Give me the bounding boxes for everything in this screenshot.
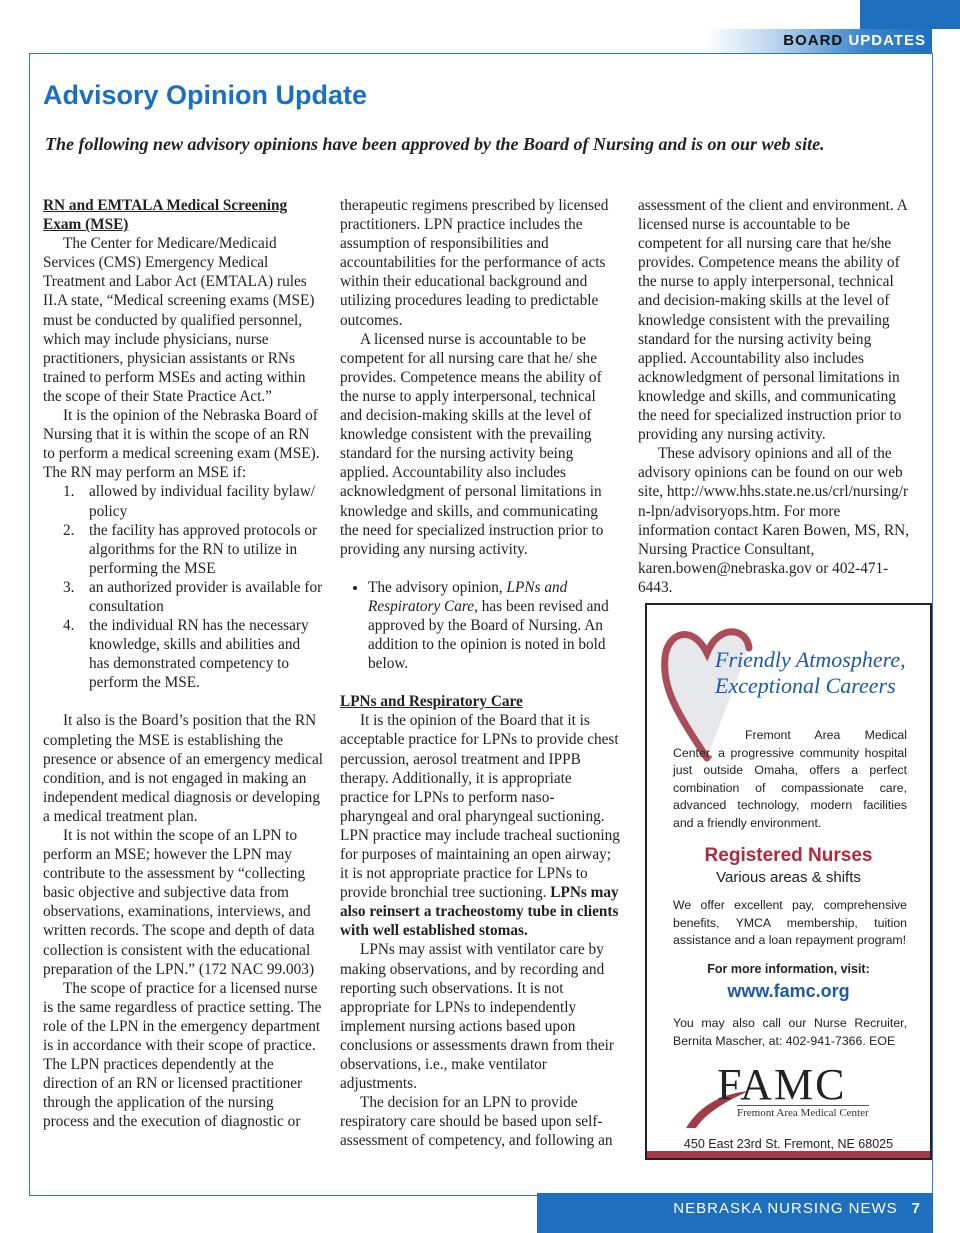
ad-areas: Various areas & shifts xyxy=(716,869,861,886)
paragraph: It is the opinion of the Nebraska Board of Nursing that it is within the scope of an RN to perform a medical screening exam (MSE). The RN may perform an MSE if: xyxy=(43,407,320,482)
famc-logo: FAMC xyxy=(717,1060,847,1109)
article-heading: RN and EMTALA Medical Screening Exam (MSE) xyxy=(43,197,288,234)
ad-tagline xyxy=(715,647,906,699)
list-text: allowed by individual facility bylaw/ policy xyxy=(89,483,316,520)
tagline-line: Friendly Atmosphere, xyxy=(715,647,906,672)
list-text: an authorized provider is available for consultation xyxy=(89,578,323,615)
section-banner xyxy=(705,29,932,53)
paragraph-text: It is the opinion of the Board that it is acceptable practice for LPNs to provide chest percussion, aerosol treatment and IPPB therapy. Additionally, it is appropriate practice for LPNs to perform naso-pharyngeal and oral pharyngeal suctioning. LPN practice may include tracheal suctioning for purposes of maintaining an open airway; it is not appropriate practice for LPNs to provide bronchial tree suctioning. xyxy=(340,712,620,902)
page-footer xyxy=(537,1193,933,1233)
ad-website-link[interactable]: www.famc.org xyxy=(727,981,850,1001)
page-number: 7 xyxy=(911,1200,921,1217)
famc-logo-subtitle: Fremont Area Medical Center xyxy=(737,1107,869,1119)
list-item xyxy=(63,482,323,520)
paragraph: A licensed nurse is accountable to be competent for all nursing care that he/ she provides. Competence means the ability of the nurse to apply interpersonal, technical and decision-making skills at the level of knowledge consistent with the prevailing standard for the nursing activity being applied. Accountability also includes acknowledgment of personal limitations in knowledge and skills, and communicating the need for specialized instruction prior to providing any nursing activity. xyxy=(340,330,604,558)
note-text: , has been revised and approved by the Board of Nursing. An addition to the opinion is noted in bold below. xyxy=(368,597,609,673)
list-item xyxy=(63,616,323,692)
list-item xyxy=(63,578,323,616)
note-text: The advisory opinion, xyxy=(368,578,507,596)
criteria-list xyxy=(63,482,323,692)
opinion-title: LPNs and Respiratory Care xyxy=(368,578,568,615)
ad-offer: We offer excellent pay, comprehensive benefits, YMCA membership, tuition assistance and a loan repayment program! xyxy=(673,898,907,948)
section-label: BOARD xyxy=(783,32,844,49)
paragraph: The scope of practice for a licensed nurse is the same regardless of practice setting. The role of the LPN in the emergency department is in accordance with their scope of practice. The LPN practices dependently at the direction of an RN or licensed practitioner through the application of the nursing process and the execution of diagnostic or xyxy=(43,979,322,1131)
paragraph: assessment of the client and environment. A licensed nurse is accountable to be competent for all nursing care that he/she provides. Competence means the ability of the nurse to apply interpersonal, technical and decision-making skills at the level of knowledge consistent with the prevailing standard for the nursing activity being applied. Accountability also includes acknowledgment of personal limitations in knowledge and skills, and communicating the need for specialized instruction prior to providing any nursing activity. xyxy=(638,197,907,444)
header-color-block xyxy=(860,0,960,29)
paragraph-text: These advisory opinions and all of the advisory opinions can be found on our web site, xyxy=(638,445,903,501)
tagline-line: Exceptional Careers xyxy=(715,673,896,698)
paragraph: The decision for an LPN to provide respiratory care should be based upon self-assessment of competency, and following an xyxy=(340,1094,613,1150)
list-item xyxy=(368,578,620,673)
publication-name: NEBRASKA NURSING NEWS xyxy=(673,1200,898,1217)
ad-address: 450 East 23rd St. Fremont, NE 68025 xyxy=(683,1137,894,1151)
list-number: 2. xyxy=(63,521,75,539)
added-text: LPNs may also reinsert a tracheostomy tube in clients with well established stomas. xyxy=(340,884,619,940)
list-item xyxy=(63,521,323,578)
advisory-opinions-link[interactable]: http://www.hhs.state.ne.us/crl/nursing/rn-lpn/advisoryops.htm xyxy=(638,483,909,520)
list-number: 4. xyxy=(63,617,75,635)
ad-contact: You may also call our Nurse Recruiter, Bernita Mascher, at: 402-941-7366. EOE xyxy=(673,1016,907,1048)
paragraph xyxy=(340,711,620,940)
paragraph: therapeutic regimens prescribed by licensed practitioners. LPN practice includes the assumption of responsibilities and accountabilities for the performance of acts within their educational background and utilizing procedures leading to predictable outcomes. xyxy=(340,197,609,329)
ad-role: Registered Nurses xyxy=(704,845,873,866)
list-number: 1. xyxy=(63,483,75,501)
paragraph xyxy=(638,444,914,597)
paragraph-text: . For more information contact Karen Bowen, MS, RN, Nursing Practice Consultant, karen.bowen@nebraska.gov or 402-471-6443. xyxy=(638,502,910,596)
page-subtitle: The following new advisory opinions have been approved by the Board of Nursing and is on our web site. xyxy=(45,134,825,154)
page-title: Advisory Opinion Update xyxy=(43,80,368,110)
article-heading: LPNs and Respiratory Care xyxy=(340,693,523,711)
paragraph: LPNs may assist with ventilator care by making observations, and by recording and reporting such observations. It is not appropriate for LPNs to independently implement nursing actions based upon conclusions or assessments drawn from their observations, i.e., make ventilator adjustments. xyxy=(340,941,615,1093)
section-label-accent: UPDATES xyxy=(848,32,926,49)
ad-intro: Fremont Area Medical Center, a progressive community hospital just outside Omaha, offers a perfect combination of compassionate care, advanced technology, modern facilities and a friendly environment. xyxy=(673,728,907,830)
column-2 xyxy=(340,196,620,1151)
revision-note xyxy=(368,578,620,673)
column-3 xyxy=(638,196,914,597)
paragraph: The Center for Medicare/Medicaid Services (CMS) Emergency Medical Treatment and Labor Act (EMTALA) rules II.A state, “Medical screening exams (MSE) must be conducted by qualified personnel, which may include physicians, nurse practitioners, physician assistants or RNs trained to perform MSEs and acting within the scope of their State Practice Act.” xyxy=(43,235,315,405)
paragraph: It is not within the scope of an LPN to perform an MSE; however the LPN may contribute to the assessment by “collecting basic objective and subjective data from observations, examinations, interviews, and written records. The scope and depth of data collection is consistent with the educational preparation of the LPN.” (172 NAC 99.003) xyxy=(43,827,315,978)
ad-more-info: For more information, visit: xyxy=(707,962,870,976)
ad-bottom-band xyxy=(647,1151,930,1158)
list-text: the individual RN has the necessary knowledge, skills and abilities and has demonstrated competency to perform the MSE. xyxy=(89,617,309,692)
paragraph: It also is the Board’s position that the RN completing the MSE is establishing the presence or absence of an emergency medical condition, and is not engaged in making an independent medical diagnosis or developing a medical treatment plan. xyxy=(43,712,324,825)
list-text: the facility has approved protocols or algorithms for the RN to utilize in performing the MSE xyxy=(89,521,318,577)
column-1 xyxy=(43,196,323,1132)
famc-advertisement[interactable] xyxy=(645,603,932,1160)
list-number: 3. xyxy=(63,578,75,596)
